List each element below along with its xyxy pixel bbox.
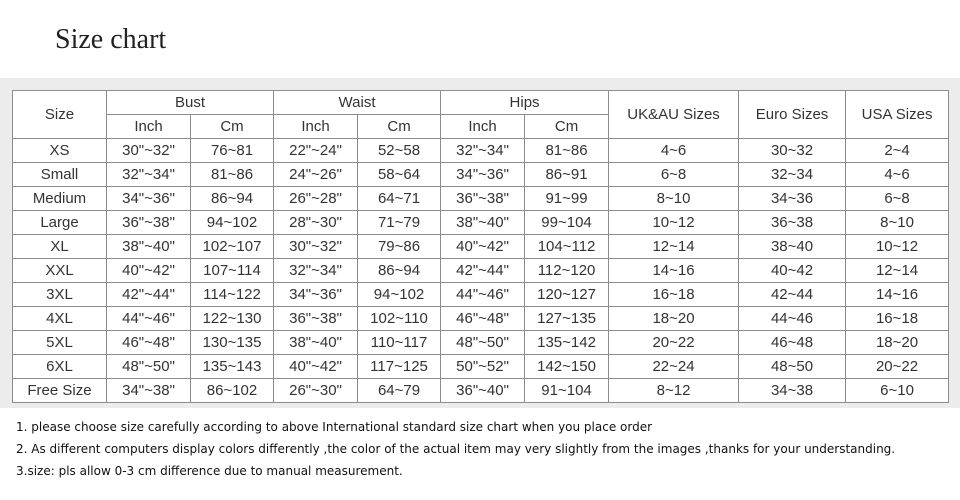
cell-hips-cm: 99~104	[525, 211, 609, 235]
table-row	[13, 163, 949, 187]
table-row	[13, 331, 949, 355]
cell-hips-cm: 127~135	[525, 307, 609, 331]
cell-euro: 46~48	[739, 331, 846, 355]
cell-size: Medium	[13, 187, 107, 211]
header-waist: Waist	[274, 91, 441, 115]
note-2: 2. As different computers display colors differently ,the color of the actual item may very slightly from the images ,thanks for your understanding.	[16, 442, 896, 456]
cell-uk-au: 8~12	[609, 379, 739, 403]
cell-bust-inch: 30"~32"	[107, 139, 191, 163]
cell-bust-inch: 46"~48"	[107, 331, 191, 355]
cell-bust-cm: 86~102	[191, 379, 274, 403]
table-row	[13, 259, 949, 283]
cell-hips-cm: 91~104	[525, 379, 609, 403]
table-body	[13, 139, 949, 403]
cell-hips-cm: 91~99	[525, 187, 609, 211]
cell-waist-cm: 86~94	[358, 259, 441, 283]
cell-size: XS	[13, 139, 107, 163]
cell-usa: 12~14	[846, 259, 949, 283]
cell-hips-inch: 32"~34"	[441, 139, 525, 163]
cell-bust-cm: 81~86	[191, 163, 274, 187]
table-row	[13, 211, 949, 235]
header-hips-cm: Cm	[525, 115, 609, 139]
header-hips: Hips	[441, 91, 609, 115]
header-uk-au-sizes: UK&AU Sizes	[609, 91, 739, 139]
cell-hips-cm: 142~150	[525, 355, 609, 379]
table-row	[13, 307, 949, 331]
cell-bust-inch: 42"~44"	[107, 283, 191, 307]
cell-waist-cm: 79~86	[358, 235, 441, 259]
cell-uk-au: 18~20	[609, 307, 739, 331]
table-row	[13, 187, 949, 211]
table-row	[13, 283, 949, 307]
cell-waist-inch: 38"~40"	[274, 331, 358, 355]
cell-waist-inch: 34"~36"	[274, 283, 358, 307]
cell-bust-cm: 122~130	[191, 307, 274, 331]
header-row-groups	[13, 91, 949, 115]
cell-hips-inch: 40"~42"	[441, 235, 525, 259]
cell-euro: 44~46	[739, 307, 846, 331]
cell-bust-cm: 114~122	[191, 283, 274, 307]
cell-euro: 42~44	[739, 283, 846, 307]
cell-hips-cm: 81~86	[525, 139, 609, 163]
cell-euro: 40~42	[739, 259, 846, 283]
cell-size: Free Size	[13, 379, 107, 403]
header-bust: Bust	[107, 91, 274, 115]
cell-hips-inch: 42"~44"	[441, 259, 525, 283]
cell-waist-inch: 32"~34"	[274, 259, 358, 283]
cell-bust-inch: 48"~50"	[107, 355, 191, 379]
cell-size: 6XL	[13, 355, 107, 379]
cell-usa: 6~10	[846, 379, 949, 403]
cell-hips-inch: 36"~38"	[441, 187, 525, 211]
cell-euro: 38~40	[739, 235, 846, 259]
cell-uk-au: 14~16	[609, 259, 739, 283]
cell-waist-cm: 64~79	[358, 379, 441, 403]
cell-euro: 36~38	[739, 211, 846, 235]
cell-hips-cm: 86~91	[525, 163, 609, 187]
cell-hips-inch: 50"~52"	[441, 355, 525, 379]
cell-usa: 6~8	[846, 187, 949, 211]
cell-waist-cm: 102~110	[358, 307, 441, 331]
cell-waist-inch: 28"~30"	[274, 211, 358, 235]
cell-hips-inch: 38"~40"	[441, 211, 525, 235]
cell-hips-inch: 46"~48"	[441, 307, 525, 331]
cell-size: XL	[13, 235, 107, 259]
cell-size: Large	[13, 211, 107, 235]
cell-euro: 34~38	[739, 379, 846, 403]
cell-usa: 4~6	[846, 163, 949, 187]
cell-hips-cm: 120~127	[525, 283, 609, 307]
cell-waist-inch: 22"~24"	[274, 139, 358, 163]
cell-hips-inch: 36"~40"	[441, 379, 525, 403]
note-1: 1. please choose size carefully according to above International standard size chart when you place order	[16, 420, 653, 434]
cell-bust-cm: 102~107	[191, 235, 274, 259]
cell-usa: 18~20	[846, 331, 949, 355]
cell-uk-au: 10~12	[609, 211, 739, 235]
cell-hips-inch: 44"~46"	[441, 283, 525, 307]
cell-bust-cm: 130~135	[191, 331, 274, 355]
table-row	[13, 139, 949, 163]
cell-hips-cm: 135~142	[525, 331, 609, 355]
header-waist-inch: Inch	[274, 115, 358, 139]
header-size: Size	[13, 91, 107, 139]
header-hips-inch: Inch	[441, 115, 525, 139]
header-waist-cm: Cm	[358, 115, 441, 139]
cell-waist-inch: 30"~32"	[274, 235, 358, 259]
cell-uk-au: 12~14	[609, 235, 739, 259]
cell-hips-cm: 112~120	[525, 259, 609, 283]
cell-bust-inch: 36"~38"	[107, 211, 191, 235]
cell-waist-cm: 64~71	[358, 187, 441, 211]
cell-waist-inch: 40"~42"	[274, 355, 358, 379]
cell-uk-au: 22~24	[609, 355, 739, 379]
cell-hips-inch: 34"~36"	[441, 163, 525, 187]
cell-waist-cm: 110~117	[358, 331, 441, 355]
cell-hips-inch: 48"~50"	[441, 331, 525, 355]
cell-uk-au: 16~18	[609, 283, 739, 307]
cell-euro: 30~32	[739, 139, 846, 163]
header-bust-inch: Inch	[107, 115, 191, 139]
table-row	[13, 235, 949, 259]
header-bust-cm: Cm	[191, 115, 274, 139]
cell-bust-cm: 76~81	[191, 139, 274, 163]
header-usa-sizes: USA Sizes	[846, 91, 949, 139]
header-euro-sizes: Euro Sizes	[739, 91, 846, 139]
cell-usa: 10~12	[846, 235, 949, 259]
cell-usa: 8~10	[846, 211, 949, 235]
cell-euro: 48~50	[739, 355, 846, 379]
cell-euro: 32~34	[739, 163, 846, 187]
cell-waist-cm: 58~64	[358, 163, 441, 187]
cell-bust-cm: 135~143	[191, 355, 274, 379]
notes	[16, 416, 895, 482]
cell-usa: 14~16	[846, 283, 949, 307]
cell-bust-cm: 107~114	[191, 259, 274, 283]
cell-size: 4XL	[13, 307, 107, 331]
cell-uk-au: 20~22	[609, 331, 739, 355]
cell-waist-cm: 94~102	[358, 283, 441, 307]
cell-waist-inch: 24"~26"	[274, 163, 358, 187]
cell-waist-cm: 71~79	[358, 211, 441, 235]
cell-uk-au: 6~8	[609, 163, 739, 187]
cell-usa: 20~22	[846, 355, 949, 379]
cell-bust-cm: 94~102	[191, 211, 274, 235]
cell-waist-cm: 52~58	[358, 139, 441, 163]
cell-hips-cm: 104~112	[525, 235, 609, 259]
cell-waist-inch: 36"~38"	[274, 307, 358, 331]
cell-bust-inch: 44"~46"	[107, 307, 191, 331]
cell-bust-inch: 32"~34"	[107, 163, 191, 187]
cell-bust-cm: 86~94	[191, 187, 274, 211]
cell-uk-au: 4~6	[609, 139, 739, 163]
cell-usa: 16~18	[846, 307, 949, 331]
cell-waist-inch: 26"~28"	[274, 187, 358, 211]
cell-size: Small	[13, 163, 107, 187]
cell-uk-au: 8~10	[609, 187, 739, 211]
cell-size: 3XL	[13, 283, 107, 307]
table-row	[13, 379, 949, 403]
cell-bust-inch: 34"~38"	[107, 379, 191, 403]
cell-waist-inch: 26"~30"	[274, 379, 358, 403]
cell-usa: 2~4	[846, 139, 949, 163]
cell-waist-cm: 117~125	[358, 355, 441, 379]
cell-size: XXL	[13, 259, 107, 283]
note-3: 3.size: pls allow 0-3 cm difference due to manual measurement.	[16, 464, 403, 478]
cell-bust-inch: 40"~42"	[107, 259, 191, 283]
cell-bust-inch: 34"~36"	[107, 187, 191, 211]
cell-euro: 34~36	[739, 187, 846, 211]
cell-size: 5XL	[13, 331, 107, 355]
table-row	[13, 355, 949, 379]
page-title: Size chart	[55, 24, 167, 55]
cell-bust-inch: 38"~40"	[107, 235, 191, 259]
size-chart-table	[12, 90, 949, 403]
